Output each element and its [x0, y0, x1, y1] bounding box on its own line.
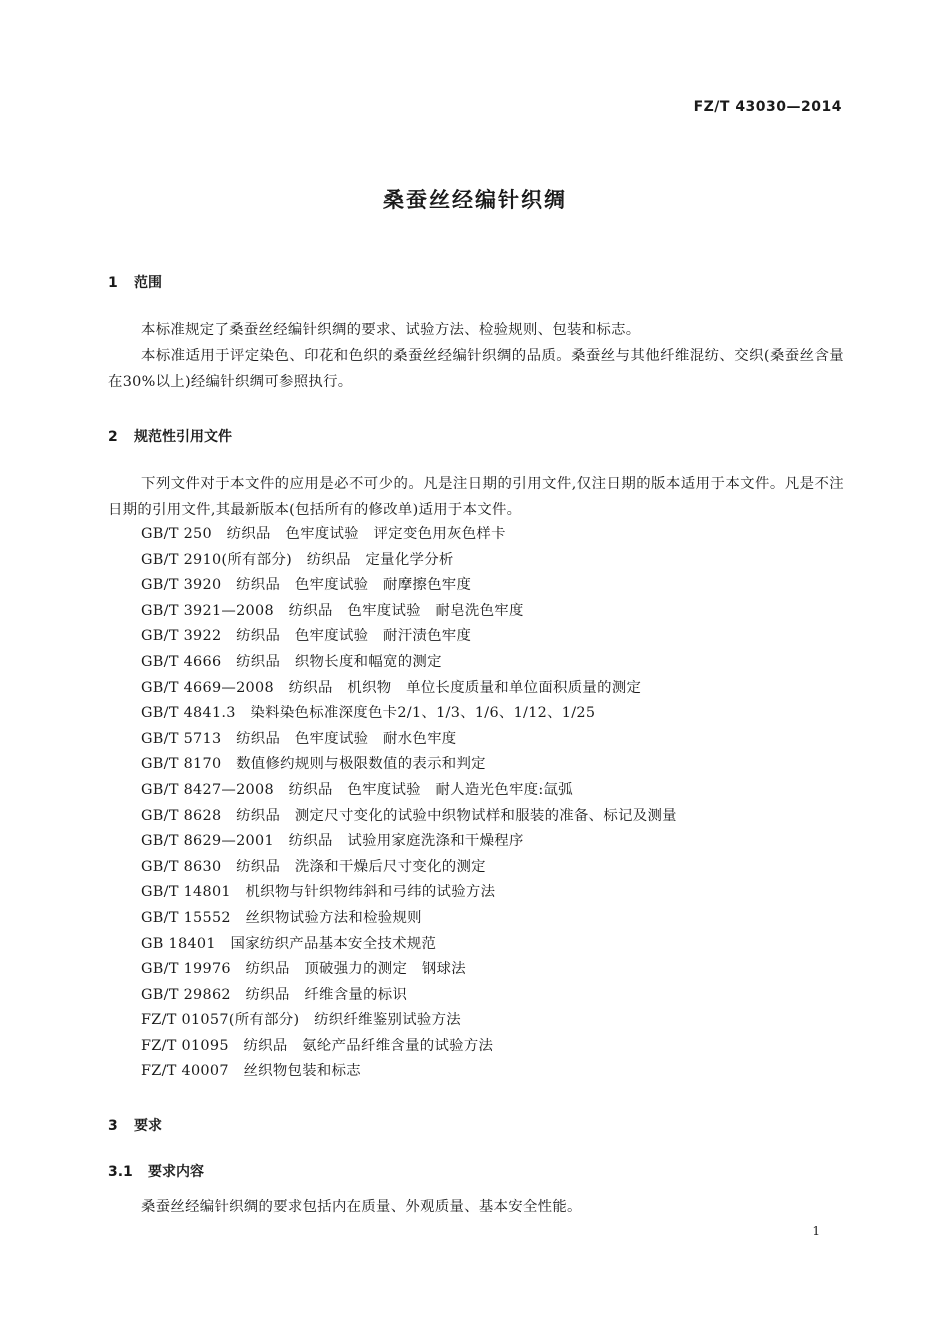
reference-item: GB/T 8630 纺织品 洗涤和干燥后尺寸变化的测定 — [141, 858, 486, 875]
section-number: 2 — [108, 429, 118, 445]
reference-item: GB/T 250 纺织品 色牢度试验 评定变色用灰色样卡 — [141, 526, 506, 542]
reference-item: GB/T 8427—2008 纺织品 色牢度试验 耐人造光色牢度:氙弧 — [141, 781, 573, 798]
page-number: 1 — [812, 1224, 820, 1238]
standard-code: FZ/T 43030—2014 — [693, 99, 842, 115]
reference-item: GB/T 4669—2008 纺织品 机织物 单位长度质量和单位面积质量的测定 — [141, 679, 642, 696]
reference-item: GB/T 14801 机织物与针织物纬斜和弓纬的试验方法 — [141, 884, 496, 901]
section-number: 1 — [108, 275, 118, 291]
reference-item: GB 18401 国家纺织产品基本安全技术规范 — [141, 935, 437, 952]
section-1-heading — [108, 272, 162, 292]
reference-item: GB/T 8629—2001 纺织品 试验用家庭洗涤和干燥程序 — [141, 833, 524, 850]
subsection-number: 3.1 — [108, 1164, 133, 1180]
reference-item: GB/T 4841.3 染料染色标准深度色卡2/1、1/3、1/6、1/12、1/25 — [141, 705, 596, 722]
section-2-intro: 下列文件对于本文件的应用是必不可少的。凡是注日期的引用文件,仅注日期的版本适用于本文件。凡是不注日期的引用文件,其最新版本(包括所有的修改单)适用于本文件。 — [108, 476, 844, 518]
reference-item: GB/T 8628 纺织品 测定尺寸变化的试验中织物试样和服装的准备、标记及测量 — [141, 807, 677, 824]
reference-item: FZ/T 01057(所有部分) 纺织纤维鉴别试验方法 — [141, 1012, 461, 1029]
reference-item: GB/T 19976 纺织品 顶破强力的测定 钢球法 — [141, 961, 466, 978]
section-1-paragraph-2: 本标准适用于评定染色、印花和色织的桑蚕丝经编针织绸的品质。桑蚕丝与其他纤维混纺、交织(桑蚕丝含量在30%以上)经编针织绸可参照执行。 — [108, 348, 844, 390]
reference-item: GB/T 5713 纺织品 色牢度试验 耐水色牢度 — [141, 730, 457, 747]
section-title: 要求 — [134, 1118, 162, 1134]
section-2-heading — [108, 426, 232, 446]
reference-item: GB/T 15552 丝织物试验方法和检验规则 — [141, 909, 422, 926]
subsection-3-1-heading — [108, 1161, 204, 1181]
section-3-heading — [108, 1115, 162, 1135]
reference-item: GB/T 3920 纺织品 色牢度试验 耐摩擦色牢度 — [141, 577, 472, 594]
section-title: 范围 — [134, 275, 162, 291]
reference-item: GB/T 4666 纺织品 织物长度和幅宽的测定 — [141, 653, 442, 670]
section-number: 3 — [108, 1118, 118, 1134]
reference-item: GB/T 2910(所有部分) 纺织品 定量化学分析 — [141, 551, 454, 568]
section-1-paragraph-1: 本标准规定了桑蚕丝经编针织绸的要求、试验方法、检验规则、包装和标志。 — [141, 322, 641, 338]
reference-item: GB/T 3921—2008 纺织品 色牢度试验 耐皂洗色牢度 — [141, 602, 524, 619]
reference-item: GB/T 8170 数值修约规则与极限数值的表示和判定 — [141, 756, 486, 773]
subsection-3-1-paragraph: 桑蚕丝经编针织绸的要求包括内在质量、外观质量、基本安全性能。 — [141, 1199, 582, 1215]
section-title: 规范性引用文件 — [134, 429, 232, 445]
reference-item: GB/T 3922 纺织品 色牢度试验 耐汗渍色牢度 — [141, 628, 472, 645]
document-title: 桑蚕丝经编针织绸 — [383, 188, 567, 212]
reference-item: GB/T 29862 纺织品 纤维含量的标识 — [141, 986, 408, 1003]
reference-list — [141, 522, 677, 1085]
subsection-title: 要求内容 — [148, 1164, 204, 1180]
reference-item: FZ/T 01095 纺织品 氨纶产品纤维含量的试验方法 — [141, 1037, 494, 1054]
reference-item: FZ/T 40007 丝织物包装和标志 — [141, 1063, 361, 1080]
